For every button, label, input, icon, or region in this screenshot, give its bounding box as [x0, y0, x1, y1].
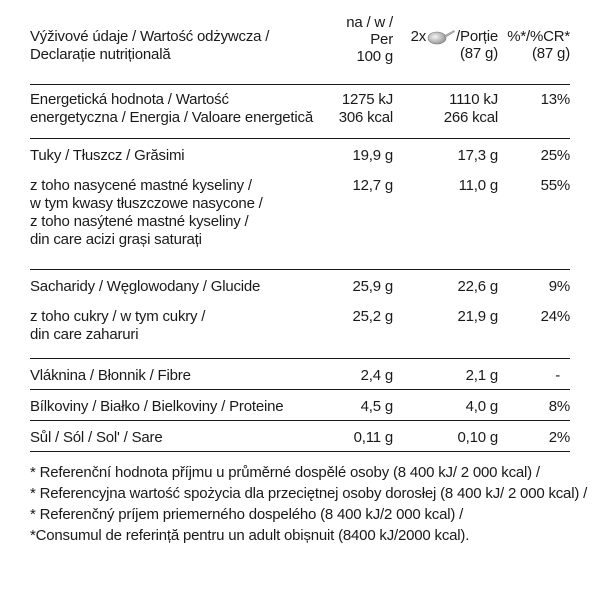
- row-name-line: energetyczna / Energia / Valoare energetică: [30, 109, 313, 126]
- row-portion: [393, 398, 498, 416]
- header-per100-line: 100 g: [356, 48, 393, 65]
- row-name-line: Sůl / Sól / Sol' / Sare: [30, 429, 163, 446]
- header-cr: [498, 14, 570, 62]
- row-name-line: z toho nasýtené mastné kyseliny /: [30, 213, 249, 230]
- row-portion: [393, 147, 498, 165]
- row-per100: [298, 147, 393, 165]
- header-portion-amount: (87 g): [460, 45, 498, 62]
- header-name-line: Výživové údaje / Wartość odżywcza /: [30, 28, 270, 45]
- row-name-line: Energetická hodnota / Wartość: [30, 91, 229, 108]
- footnotes: [30, 462, 588, 546]
- row-per100-value: 25,9 g: [352, 278, 393, 295]
- row-per100: [298, 367, 393, 385]
- row-portion: [393, 308, 498, 326]
- row-per100: [298, 308, 393, 326]
- table-row: [30, 169, 570, 270]
- table-header: [30, 14, 570, 85]
- row-per100-value: 19,9 g: [352, 147, 393, 164]
- row-cr: 25%: [540, 147, 570, 164]
- row-name-line: Bílkoviny / Białko / Bielkoviny / Proteine: [30, 398, 284, 415]
- row-per100-value: 2,4 g: [360, 367, 393, 384]
- header-per100-line: Per: [370, 31, 393, 48]
- row-name: [30, 278, 298, 296]
- row-name: [30, 147, 298, 165]
- row-name-line: z toho nasycené mastné kyseliny /: [30, 177, 252, 194]
- row-per100: [298, 177, 393, 195]
- row-name: [30, 367, 298, 385]
- row-per100-value: 25,2 g: [352, 308, 393, 325]
- row-per100: [298, 278, 393, 296]
- row-name-line: Sacharidy / Węglowodany / Glucide: [30, 278, 261, 295]
- row-cr: 9%: [548, 278, 570, 295]
- row-name: [30, 177, 298, 249]
- row-portion-value: 21,9 g: [457, 308, 498, 325]
- header-per100: [298, 14, 393, 65]
- row-portion: [393, 367, 498, 385]
- row-portion-value: 0,10 g: [457, 429, 498, 446]
- header-cr-line: %*/%CR*: [507, 28, 570, 45]
- row-portion: [393, 278, 498, 296]
- footnote: * Referenčný príjem priemerného dospelého (8 400 kJ/2 000 kcal) /: [30, 506, 464, 523]
- row-portion-value: 266 kcal: [443, 109, 498, 126]
- row-portion-value: 1110 kJ: [449, 91, 498, 108]
- row-portion: [393, 91, 498, 127]
- portion-prefix: 2x: [410, 28, 427, 45]
- row-name: [30, 429, 298, 447]
- header-per100-line: na / w /: [346, 14, 393, 31]
- footnote: * Referencyjna wartość spożycia dla przeciętnej osoby dorosłej (8 400 kJ/ 2 000 kcal) /: [30, 485, 588, 502]
- row-per100-value: 0,11 g: [353, 429, 393, 446]
- footnote: * Referenční hodnota příjmu u průměrné dospělé osoby (8 400 kJ/ 2 000 kcal) /: [30, 464, 540, 481]
- row-portion-value: 17,3 g: [457, 147, 498, 164]
- row-name: [30, 308, 298, 344]
- row-per100: [298, 429, 393, 447]
- row-name-line: din care acizi grași saturați: [30, 231, 202, 248]
- spoon-icon: [427, 29, 455, 45]
- row-portion-value: 4,0 g: [465, 398, 498, 415]
- row-per100: [298, 91, 393, 127]
- row-cr: 24%: [540, 308, 570, 325]
- row-cr: 2%: [548, 429, 570, 446]
- row-cr: -: [555, 367, 560, 384]
- row-name-line: din care zaharuri: [30, 326, 139, 343]
- header-cr-line: (87 g): [532, 45, 570, 62]
- table-row: [30, 85, 570, 139]
- table-row: [30, 270, 570, 300]
- header-portion-title: [393, 28, 498, 45]
- row-name-line: Vláknina / Błonnik / Fibre: [30, 367, 191, 384]
- row-name-line: Tuky / Tłuszcz / Grăsimi: [30, 147, 185, 164]
- row-per100-value: 12,7 g: [352, 177, 393, 194]
- table-row: [30, 390, 570, 421]
- row-name-line: z toho cukry / w tym cukry /: [30, 308, 206, 325]
- row-per100-value: 1275 kJ: [341, 91, 393, 108]
- row-name: [30, 91, 313, 127]
- footnote: *Consumul de referință pentru un adult obișnuit (8400 kJ/2000 kcal).: [30, 527, 470, 544]
- table-row: [30, 300, 570, 359]
- row-per100: [298, 398, 393, 416]
- row-name: [30, 398, 298, 416]
- row-per100-value: 306 kcal: [338, 109, 393, 126]
- row-portion-value: 11,0 g: [458, 177, 498, 194]
- row-portion-value: 2,1 g: [465, 367, 498, 384]
- table-row: [30, 139, 570, 169]
- header-portion: [393, 14, 498, 62]
- table-row: [30, 421, 570, 452]
- row-cr: 55%: [540, 177, 570, 194]
- header-name: [30, 14, 298, 64]
- portion-suffix: /Porție: [456, 28, 498, 45]
- row-cr: 8%: [548, 398, 570, 415]
- row-portion-value: 22,6 g: [457, 278, 498, 295]
- row-portion: [393, 177, 498, 195]
- row-per100-value: 4,5 g: [360, 398, 393, 415]
- row-name-line: w tym kwasy tłuszczowe nasycone /: [30, 195, 263, 212]
- nutrition-label: [30, 14, 588, 546]
- row-cr: 13%: [540, 91, 570, 108]
- table-row: [30, 359, 570, 390]
- row-portion: [393, 429, 498, 447]
- header-name-line: Declarație nutrițională: [30, 46, 171, 63]
